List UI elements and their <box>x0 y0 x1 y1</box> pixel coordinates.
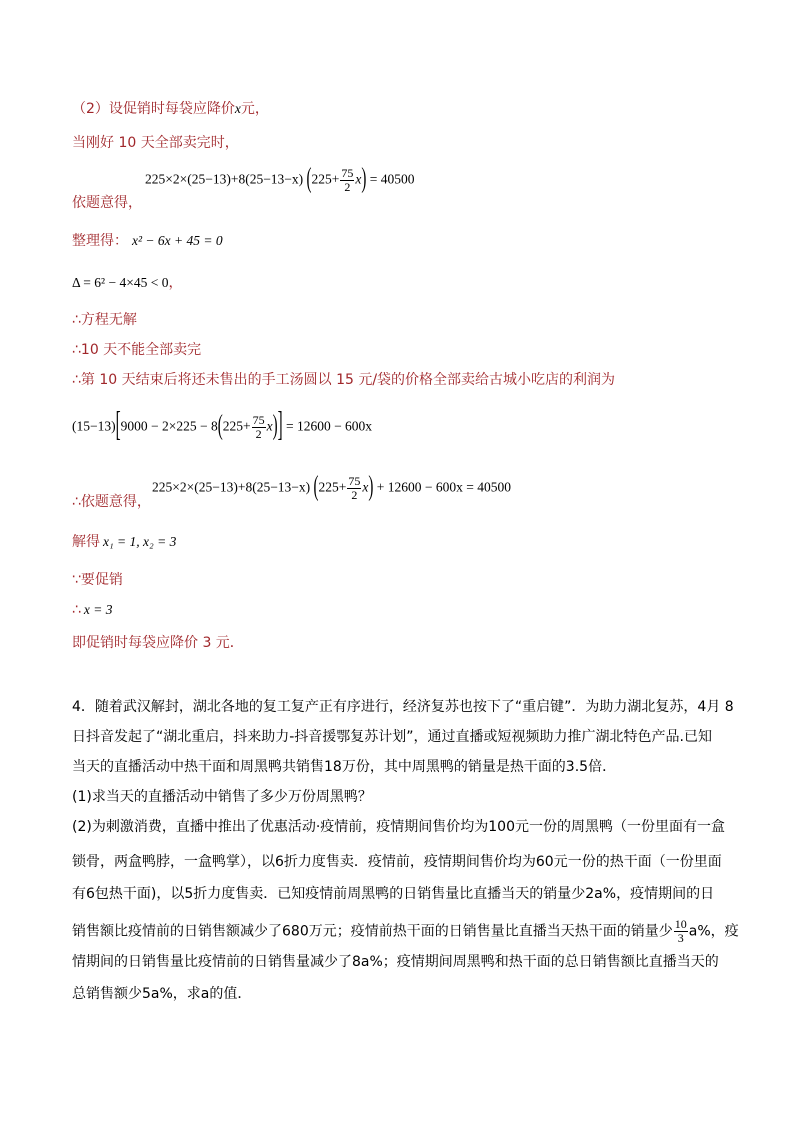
eq-roots: x₁ = 1, x₂ = 3 <box>103 534 177 549</box>
text: 元， <box>240 101 269 117</box>
text: 整理得： <box>72 233 128 249</box>
paren-open: ( <box>313 472 319 503</box>
solution-line-1 <box>72 99 269 119</box>
equation-2 <box>72 407 373 445</box>
eq3-part-c: x <box>362 479 369 495</box>
problem4-line-8 <box>72 917 739 945</box>
eq-answer: x = 3 <box>83 602 113 617</box>
eq3-part-b: 225+ <box>318 479 347 495</box>
bracket-open: [ <box>115 407 121 445</box>
eq1-part-b: 225+ <box>311 171 340 187</box>
solution-line-6: ∴方程无解 <box>72 312 137 328</box>
fraction-10-3: $\frac{10}{3}$ <box>674 917 687 945</box>
equation-1 <box>145 164 415 195</box>
eq1-part-c: x <box>355 171 362 187</box>
text: （2）设促销时每袋应降价 <box>72 101 235 117</box>
paren-open: ( <box>306 164 312 195</box>
text: a%，疫 <box>688 923 739 940</box>
solution-line-7: ∴10 天不能全部卖完 <box>72 342 202 358</box>
problem4-line-10: 总销售额少5a%，求a的值． <box>72 986 252 1002</box>
paren-close: ) <box>272 411 278 442</box>
text: 解得 <box>72 534 100 550</box>
solution-line-8: ∴第 10 天结束后将还未售出的手工汤圆以 15 元/袋的价格全部卖给古城小吃店的利润为 <box>72 372 616 388</box>
paren-open: ( <box>217 411 223 442</box>
text: ， <box>168 275 183 291</box>
problem4-line-1: 4．随着武汉解封，湖北各地的复工复产正有序进行，经济复苏也按下了“重启键”．为助力湖北复苏，4月 8 <box>72 699 734 715</box>
eq1-part-d: = 40500 <box>369 171 415 187</box>
eq2-part-e: = 12600 − 600x <box>285 418 373 434</box>
solution-line-10 <box>72 532 176 552</box>
solution-line-2: 当刚好 10 天全部卖完时， <box>72 135 239 151</box>
eq2-part-c: 225+ <box>222 418 251 434</box>
solution-line-4 <box>72 231 223 251</box>
eq3-part-d: + 12600 − 600x = 40500 <box>376 479 512 495</box>
solution-line-5 <box>72 273 182 293</box>
fraction: $\frac{75}{2}$ <box>348 474 361 502</box>
eq2-part-b: 9000 − 2×225 − 8 <box>120 418 218 434</box>
solution-line-9: ∴依题意得， <box>72 494 151 510</box>
solution-line-13: 即促销时每袋应降价 3 元． <box>72 635 244 651</box>
problem4-line-3: 当天的直播活动中热干面和周黑鸭共销售18万份，其中周黑鸭的销量是热干面的3.5倍． <box>72 759 617 775</box>
fraction: $\frac{75}{2}$ <box>341 166 354 194</box>
problem4-line-9: 情期间的日销售量比疫情前的日销售量减少了8a%；疫情期间周黑鸭和热干面的总日销售额比直播当天的 <box>72 954 719 970</box>
problem4-line-7: 有6包热干面)，以5折力度售卖．已知疫情前周黑鸭的日销售量比直播当天的销量少2a%，疫情期间的日 <box>72 886 715 902</box>
bracket-close: ] <box>277 407 283 445</box>
solution-line-11: ∵要促销 <box>72 572 123 588</box>
eq1-part-a: 225×2×(25−13)+8(25−13−x) <box>145 171 304 187</box>
fraction: $\frac{75}{2}$ <box>252 413 265 441</box>
problem4-line-2: 日抖音发起了“湖北重启，抖来助力-抖音援鄂复苏计划”，通过直播或短视频助力推广湖北特色产品.已知 <box>72 729 713 745</box>
equation-3 <box>152 472 512 503</box>
solution-line-3: 依题意得， <box>72 195 142 211</box>
eq-quadratic: x² − 6x + 45 = 0 <box>132 233 223 248</box>
eq-discriminant: Δ = 6² − 4×45 < 0 <box>72 275 169 290</box>
problem4-line-4: (1)求当天的直播活动中销售了多少万份周黑鸭？ <box>72 789 372 805</box>
text: 销售额比疫情前的日销售额减少了680万元；疫情前热干面的日销售量比直播当天热干面的销量少 <box>72 923 673 940</box>
problem4-line-6: 锁骨，两盒鸭脖，一盒鸭掌），以6折力度售卖．疫情前，疫情期间售价均为60元一份的热干面（一份里面 <box>72 854 722 870</box>
eq2-part-a: (15−13) <box>72 418 116 434</box>
var-x: x <box>234 101 241 116</box>
eq3-part-a: 225×2×(25−13)+8(25−13−x) <box>152 479 311 495</box>
text: ∴ <box>72 602 81 618</box>
paren-close: ) <box>368 472 374 503</box>
eq2-part-d: x <box>266 418 273 434</box>
paren-close: ) <box>361 164 367 195</box>
problem4-line-5: (2)为刺激消费，直播中推出了优惠活动·疫情前，疫情期间售价均为100元一份的周黑鸭（一份里面有一盒 <box>72 819 726 835</box>
solution-line-12 <box>72 600 113 620</box>
